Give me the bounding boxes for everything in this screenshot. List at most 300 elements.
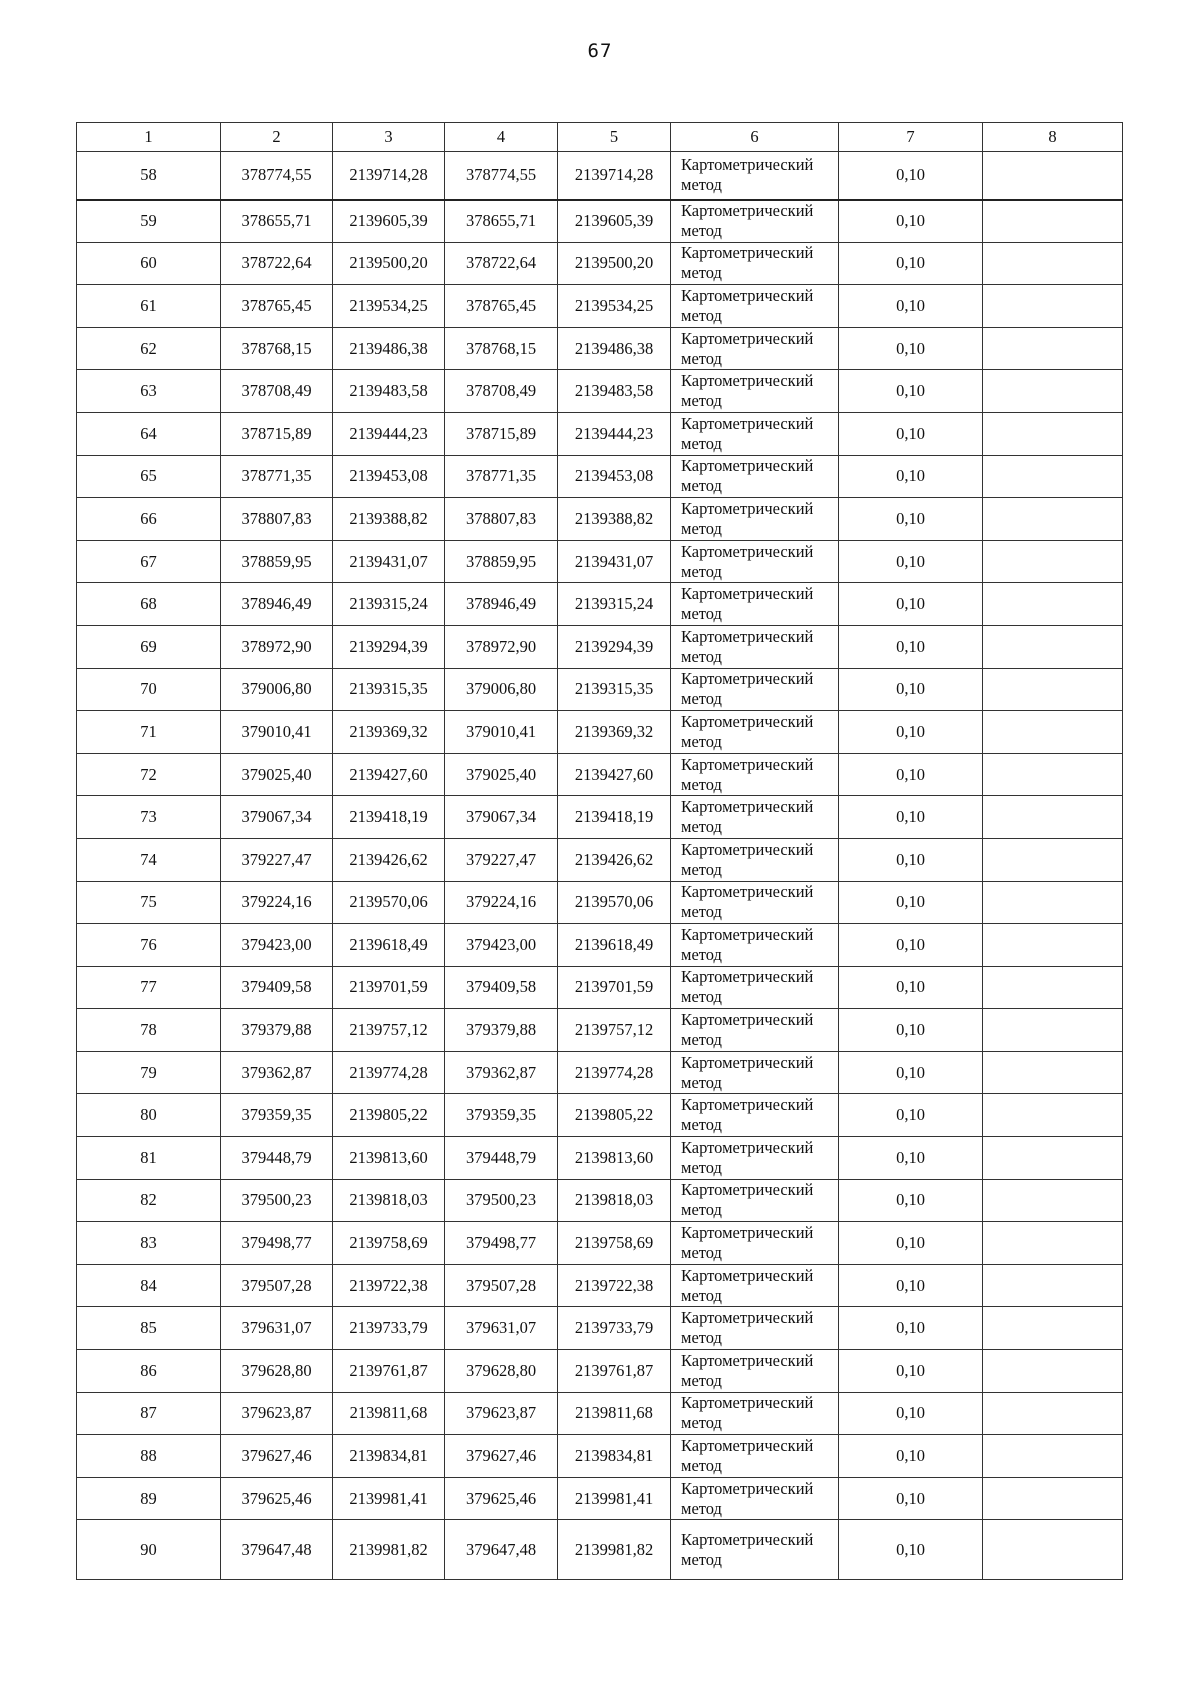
y-coord-cell: 2139534,25	[558, 285, 671, 328]
point-number-cell: 63	[77, 370, 221, 413]
point-number-cell: 61	[77, 285, 221, 328]
point-number-cell: 73	[77, 796, 221, 839]
y-coord-cell: 2139570,06	[558, 881, 671, 924]
point-number-cell: 72	[77, 753, 221, 796]
notes-cell	[983, 1307, 1123, 1350]
point-number-cell: 84	[77, 1264, 221, 1307]
method-cell: Картометрический метод	[671, 711, 839, 754]
y-coord-cell: 2139714,28	[558, 152, 671, 200]
y-coord-cell: 2139834,81	[333, 1435, 445, 1478]
y-coord-cell: 2139701,59	[333, 966, 445, 1009]
x-coord-cell: 378655,71	[445, 200, 558, 243]
x-coord-cell: 379227,47	[445, 838, 558, 881]
x-coord-cell: 379010,41	[221, 711, 333, 754]
notes-cell	[983, 1435, 1123, 1478]
y-coord-cell: 2139427,60	[558, 753, 671, 796]
y-coord-cell: 2139981,41	[333, 1477, 445, 1520]
x-coord-cell: 378859,95	[221, 540, 333, 583]
y-coord-cell: 2139722,38	[558, 1264, 671, 1307]
page-number: 67	[587, 40, 613, 62]
point-number-cell: 87	[77, 1392, 221, 1435]
point-number-cell: 70	[77, 668, 221, 711]
table-row	[77, 625, 1123, 668]
notes-cell	[983, 838, 1123, 881]
table-body	[77, 152, 1123, 1580]
x-coord-cell: 379067,34	[445, 796, 558, 839]
x-coord-cell: 378771,35	[445, 455, 558, 498]
method-cell: Картометрический метод	[671, 583, 839, 626]
y-coord-cell: 2139369,32	[558, 711, 671, 754]
method-cell: Картометрический метод	[671, 242, 839, 285]
accuracy-cell: 0,10	[839, 583, 983, 626]
notes-cell	[983, 498, 1123, 541]
notes-cell	[983, 1520, 1123, 1580]
y-coord-cell: 2139486,38	[333, 327, 445, 370]
y-coord-cell: 2139774,28	[558, 1051, 671, 1094]
table-row	[77, 285, 1123, 328]
y-coord-cell: 2139418,19	[333, 796, 445, 839]
notes-cell	[983, 625, 1123, 668]
table-row	[77, 1094, 1123, 1137]
x-coord-cell: 379625,46	[221, 1477, 333, 1520]
header-row	[77, 123, 1123, 152]
y-coord-cell: 2139722,38	[333, 1264, 445, 1307]
method-cell: Картометрический метод	[671, 924, 839, 967]
y-coord-cell: 2139981,82	[558, 1520, 671, 1580]
y-coord-cell: 2139534,25	[333, 285, 445, 328]
method-cell: Картометрический метод	[671, 1392, 839, 1435]
y-coord-cell: 2139811,68	[558, 1392, 671, 1435]
table-row	[77, 753, 1123, 796]
y-coord-cell: 2139500,20	[333, 242, 445, 285]
x-coord-cell: 379379,88	[445, 1009, 558, 1052]
x-coord-cell: 379067,34	[221, 796, 333, 839]
column-header: 5	[558, 123, 671, 152]
accuracy-cell: 0,10	[839, 540, 983, 583]
accuracy-cell: 0,10	[839, 966, 983, 1009]
method-cell: Картометрический метод	[671, 753, 839, 796]
accuracy-cell: 0,10	[839, 838, 983, 881]
accuracy-cell: 0,10	[839, 1350, 983, 1393]
method-cell: Картометрический метод	[671, 1435, 839, 1478]
y-coord-cell: 2139315,35	[333, 668, 445, 711]
x-coord-cell: 379500,23	[445, 1179, 558, 1222]
x-coord-cell: 378722,64	[221, 242, 333, 285]
accuracy-cell: 0,10	[839, 753, 983, 796]
point-number-cell: 58	[77, 152, 221, 200]
method-cell: Картометрический метод	[671, 966, 839, 1009]
point-number-cell: 75	[77, 881, 221, 924]
y-coord-cell: 2139981,82	[333, 1520, 445, 1580]
point-number-cell: 69	[77, 625, 221, 668]
accuracy-cell: 0,10	[839, 881, 983, 924]
point-number-cell: 82	[77, 1179, 221, 1222]
y-coord-cell: 2139714,28	[333, 152, 445, 200]
table-row	[77, 370, 1123, 413]
notes-cell	[983, 753, 1123, 796]
table-row	[77, 327, 1123, 370]
method-cell: Картометрический метод	[671, 1477, 839, 1520]
point-number-cell: 78	[77, 1009, 221, 1052]
method-cell: Картометрический метод	[671, 1009, 839, 1052]
x-coord-cell: 379498,77	[445, 1222, 558, 1265]
point-number-cell: 76	[77, 924, 221, 967]
x-coord-cell: 379006,80	[221, 668, 333, 711]
x-coord-cell: 379025,40	[221, 753, 333, 796]
method-cell: Картометрический метод	[671, 370, 839, 413]
x-coord-cell: 379647,48	[445, 1520, 558, 1580]
y-coord-cell: 2139483,58	[333, 370, 445, 413]
method-cell: Картометрический метод	[671, 1137, 839, 1180]
y-coord-cell: 2139388,82	[333, 498, 445, 541]
notes-cell	[983, 370, 1123, 413]
table-row	[77, 1520, 1123, 1580]
table-row	[77, 152, 1123, 200]
accuracy-cell: 0,10	[839, 668, 983, 711]
y-coord-cell: 2139818,03	[558, 1179, 671, 1222]
point-number-cell: 90	[77, 1520, 221, 1580]
table-row	[77, 966, 1123, 1009]
accuracy-cell: 0,10	[839, 711, 983, 754]
method-cell: Картометрический метод	[671, 796, 839, 839]
method-cell: Картометрический метод	[671, 1350, 839, 1393]
x-coord-cell: 378771,35	[221, 455, 333, 498]
table-row	[77, 1179, 1123, 1222]
method-cell: Картометрический метод	[671, 838, 839, 881]
column-header: 2	[221, 123, 333, 152]
table-row	[77, 924, 1123, 967]
notes-cell	[983, 327, 1123, 370]
y-coord-cell: 2139774,28	[333, 1051, 445, 1094]
x-coord-cell: 379623,87	[445, 1392, 558, 1435]
y-coord-cell: 2139315,35	[558, 668, 671, 711]
accuracy-cell: 0,10	[839, 1435, 983, 1478]
point-number-cell: 80	[77, 1094, 221, 1137]
x-coord-cell: 379628,80	[445, 1350, 558, 1393]
column-header: 4	[445, 123, 558, 152]
table-row	[77, 1009, 1123, 1052]
x-coord-cell: 379423,00	[445, 924, 558, 967]
table-row	[77, 200, 1123, 243]
method-cell: Картометрический метод	[671, 285, 839, 328]
accuracy-cell: 0,10	[839, 412, 983, 455]
y-coord-cell: 2139570,06	[333, 881, 445, 924]
y-coord-cell: 2139811,68	[333, 1392, 445, 1435]
table-row	[77, 455, 1123, 498]
y-coord-cell: 2139757,12	[558, 1009, 671, 1052]
y-coord-cell: 2139444,23	[558, 412, 671, 455]
table-row	[77, 242, 1123, 285]
x-coord-cell: 379423,00	[221, 924, 333, 967]
y-coord-cell: 2139426,62	[333, 838, 445, 881]
y-coord-cell: 2139758,69	[333, 1222, 445, 1265]
point-number-cell: 66	[77, 498, 221, 541]
method-cell: Картометрический метод	[671, 1094, 839, 1137]
y-coord-cell: 2139418,19	[558, 796, 671, 839]
x-coord-cell: 379625,46	[445, 1477, 558, 1520]
accuracy-cell: 0,10	[839, 1094, 983, 1137]
x-coord-cell: 378774,55	[445, 152, 558, 200]
point-number-cell: 65	[77, 455, 221, 498]
notes-cell	[983, 1179, 1123, 1222]
point-number-cell: 59	[77, 200, 221, 243]
coordinates-table	[76, 122, 1123, 1580]
x-coord-cell: 379409,58	[445, 966, 558, 1009]
y-coord-cell: 2139761,87	[558, 1350, 671, 1393]
y-coord-cell: 2139805,22	[333, 1094, 445, 1137]
point-number-cell: 64	[77, 412, 221, 455]
accuracy-cell: 0,10	[839, 1307, 983, 1350]
method-cell: Картометрический метод	[671, 498, 839, 541]
x-coord-cell: 378722,64	[445, 242, 558, 285]
x-coord-cell: 379409,58	[221, 966, 333, 1009]
table-row	[77, 881, 1123, 924]
x-coord-cell: 378946,49	[445, 583, 558, 626]
table-row	[77, 796, 1123, 839]
method-cell: Картометрический метод	[671, 327, 839, 370]
x-coord-cell: 378715,89	[445, 412, 558, 455]
point-number-cell: 77	[77, 966, 221, 1009]
accuracy-cell: 0,10	[839, 625, 983, 668]
x-coord-cell: 378708,49	[445, 370, 558, 413]
y-coord-cell: 2139701,59	[558, 966, 671, 1009]
table-row	[77, 1222, 1123, 1265]
table-row	[77, 1435, 1123, 1478]
y-coord-cell: 2139294,39	[558, 625, 671, 668]
accuracy-cell: 0,10	[839, 796, 983, 839]
x-coord-cell: 379500,23	[221, 1179, 333, 1222]
y-coord-cell: 2139834,81	[558, 1435, 671, 1478]
y-coord-cell: 2139733,79	[333, 1307, 445, 1350]
notes-cell	[983, 200, 1123, 243]
x-coord-cell: 379507,28	[221, 1264, 333, 1307]
x-coord-cell: 379627,46	[445, 1435, 558, 1478]
point-number-cell: 68	[77, 583, 221, 626]
table-row	[77, 1051, 1123, 1094]
x-coord-cell: 379498,77	[221, 1222, 333, 1265]
method-cell: Картометрический метод	[671, 540, 839, 583]
y-coord-cell: 2139733,79	[558, 1307, 671, 1350]
x-coord-cell: 378946,49	[221, 583, 333, 626]
notes-cell	[983, 1009, 1123, 1052]
notes-cell	[983, 1222, 1123, 1265]
table-row	[77, 1392, 1123, 1435]
x-coord-cell: 378655,71	[221, 200, 333, 243]
notes-cell	[983, 242, 1123, 285]
method-cell: Картометрический метод	[671, 1179, 839, 1222]
x-coord-cell: 379227,47	[221, 838, 333, 881]
y-coord-cell: 2139426,62	[558, 838, 671, 881]
x-coord-cell: 379448,79	[445, 1137, 558, 1180]
x-coord-cell: 379362,87	[445, 1051, 558, 1094]
point-number-cell: 85	[77, 1307, 221, 1350]
x-coord-cell: 378715,89	[221, 412, 333, 455]
x-coord-cell: 379025,40	[445, 753, 558, 796]
x-coord-cell: 379647,48	[221, 1520, 333, 1580]
x-coord-cell: 379006,80	[445, 668, 558, 711]
x-coord-cell: 379627,46	[221, 1435, 333, 1478]
y-coord-cell: 2139453,08	[333, 455, 445, 498]
column-header: 6	[671, 123, 839, 152]
y-coord-cell: 2139761,87	[333, 1350, 445, 1393]
column-header: 1	[77, 123, 221, 152]
x-coord-cell: 379379,88	[221, 1009, 333, 1052]
method-cell: Картометрический метод	[671, 668, 839, 711]
point-number-cell: 71	[77, 711, 221, 754]
accuracy-cell: 0,10	[839, 1051, 983, 1094]
notes-cell	[983, 1264, 1123, 1307]
x-coord-cell: 379448,79	[221, 1137, 333, 1180]
x-coord-cell: 379224,16	[221, 881, 333, 924]
point-number-cell: 74	[77, 838, 221, 881]
table-row	[77, 412, 1123, 455]
notes-cell	[983, 1137, 1123, 1180]
y-coord-cell: 2139605,39	[558, 200, 671, 243]
point-number-cell: 86	[77, 1350, 221, 1393]
accuracy-cell: 0,10	[839, 1264, 983, 1307]
y-coord-cell: 2139818,03	[333, 1179, 445, 1222]
x-coord-cell: 378768,15	[221, 327, 333, 370]
y-coord-cell: 2139315,24	[558, 583, 671, 626]
notes-cell	[983, 881, 1123, 924]
accuracy-cell: 0,10	[839, 152, 983, 200]
notes-cell	[983, 412, 1123, 455]
x-coord-cell: 379359,35	[221, 1094, 333, 1137]
table-row	[77, 1264, 1123, 1307]
y-coord-cell: 2139618,49	[333, 924, 445, 967]
notes-cell	[983, 966, 1123, 1009]
method-cell: Картометрический метод	[671, 625, 839, 668]
accuracy-cell: 0,10	[839, 1137, 983, 1180]
point-number-cell: 67	[77, 540, 221, 583]
x-coord-cell: 379224,16	[445, 881, 558, 924]
y-coord-cell: 2139388,82	[558, 498, 671, 541]
method-cell: Картометрический метод	[671, 1051, 839, 1094]
notes-cell	[983, 285, 1123, 328]
point-number-cell: 89	[77, 1477, 221, 1520]
method-cell: Картометрический метод	[671, 200, 839, 243]
notes-cell	[983, 711, 1123, 754]
accuracy-cell: 0,10	[839, 370, 983, 413]
notes-cell	[983, 1392, 1123, 1435]
y-coord-cell: 2139431,07	[558, 540, 671, 583]
x-coord-cell: 378768,15	[445, 327, 558, 370]
accuracy-cell: 0,10	[839, 285, 983, 328]
method-cell: Картометрический метод	[671, 152, 839, 200]
notes-cell	[983, 668, 1123, 711]
column-header: 8	[983, 123, 1123, 152]
x-coord-cell: 379507,28	[445, 1264, 558, 1307]
y-coord-cell: 2139369,32	[333, 711, 445, 754]
y-coord-cell: 2139431,07	[333, 540, 445, 583]
notes-cell	[983, 924, 1123, 967]
x-coord-cell: 378859,95	[445, 540, 558, 583]
table-row	[77, 1477, 1123, 1520]
notes-cell	[983, 796, 1123, 839]
point-number-cell: 81	[77, 1137, 221, 1180]
method-cell: Картометрический метод	[671, 455, 839, 498]
accuracy-cell: 0,10	[839, 327, 983, 370]
x-coord-cell: 378972,90	[445, 625, 558, 668]
accuracy-cell: 0,10	[839, 1009, 983, 1052]
method-cell: Картометрический метод	[671, 1307, 839, 1350]
table-row	[77, 668, 1123, 711]
x-coord-cell: 379623,87	[221, 1392, 333, 1435]
table-row	[77, 711, 1123, 754]
y-coord-cell: 2139500,20	[558, 242, 671, 285]
y-coord-cell: 2139757,12	[333, 1009, 445, 1052]
y-coord-cell: 2139427,60	[333, 753, 445, 796]
y-coord-cell: 2139758,69	[558, 1222, 671, 1265]
x-coord-cell: 379631,07	[445, 1307, 558, 1350]
point-number-cell: 79	[77, 1051, 221, 1094]
method-cell: Картометрический метод	[671, 1222, 839, 1265]
x-coord-cell: 379628,80	[221, 1350, 333, 1393]
y-coord-cell: 2139294,39	[333, 625, 445, 668]
method-cell: Картометрический метод	[671, 412, 839, 455]
notes-cell	[983, 455, 1123, 498]
y-coord-cell: 2139605,39	[333, 200, 445, 243]
notes-cell	[983, 1094, 1123, 1137]
column-header: 7	[839, 123, 983, 152]
y-coord-cell: 2139315,24	[333, 583, 445, 626]
y-coord-cell: 2139486,38	[558, 327, 671, 370]
accuracy-cell: 0,10	[839, 1520, 983, 1580]
x-coord-cell: 378708,49	[221, 370, 333, 413]
y-coord-cell: 2139813,60	[333, 1137, 445, 1180]
table-row	[77, 583, 1123, 626]
accuracy-cell: 0,10	[839, 498, 983, 541]
y-coord-cell: 2139453,08	[558, 455, 671, 498]
table-row	[77, 498, 1123, 541]
accuracy-cell: 0,10	[839, 455, 983, 498]
table-row	[77, 838, 1123, 881]
x-coord-cell: 378765,45	[445, 285, 558, 328]
method-cell: Картометрический метод	[671, 1520, 839, 1580]
x-coord-cell: 379631,07	[221, 1307, 333, 1350]
table-row	[77, 1137, 1123, 1180]
notes-cell	[983, 1477, 1123, 1520]
method-cell: Картометрический метод	[671, 881, 839, 924]
accuracy-cell: 0,10	[839, 1179, 983, 1222]
table-row	[77, 1350, 1123, 1393]
method-cell: Картометрический метод	[671, 1264, 839, 1307]
notes-cell	[983, 540, 1123, 583]
y-coord-cell: 2139618,49	[558, 924, 671, 967]
y-coord-cell: 2139805,22	[558, 1094, 671, 1137]
notes-cell	[983, 152, 1123, 200]
x-coord-cell: 378765,45	[221, 285, 333, 328]
accuracy-cell: 0,10	[839, 1392, 983, 1435]
point-number-cell: 83	[77, 1222, 221, 1265]
accuracy-cell: 0,10	[839, 200, 983, 243]
x-coord-cell: 379359,35	[445, 1094, 558, 1137]
accuracy-cell: 0,10	[839, 1477, 983, 1520]
notes-cell	[983, 1051, 1123, 1094]
x-coord-cell: 378807,83	[221, 498, 333, 541]
y-coord-cell: 2139981,41	[558, 1477, 671, 1520]
point-number-cell: 60	[77, 242, 221, 285]
notes-cell	[983, 583, 1123, 626]
column-header: 3	[333, 123, 445, 152]
point-number-cell: 62	[77, 327, 221, 370]
point-number-cell: 88	[77, 1435, 221, 1478]
x-coord-cell: 378972,90	[221, 625, 333, 668]
y-coord-cell: 2139444,23	[333, 412, 445, 455]
table-row	[77, 540, 1123, 583]
accuracy-cell: 0,10	[839, 924, 983, 967]
x-coord-cell: 378774,55	[221, 152, 333, 200]
